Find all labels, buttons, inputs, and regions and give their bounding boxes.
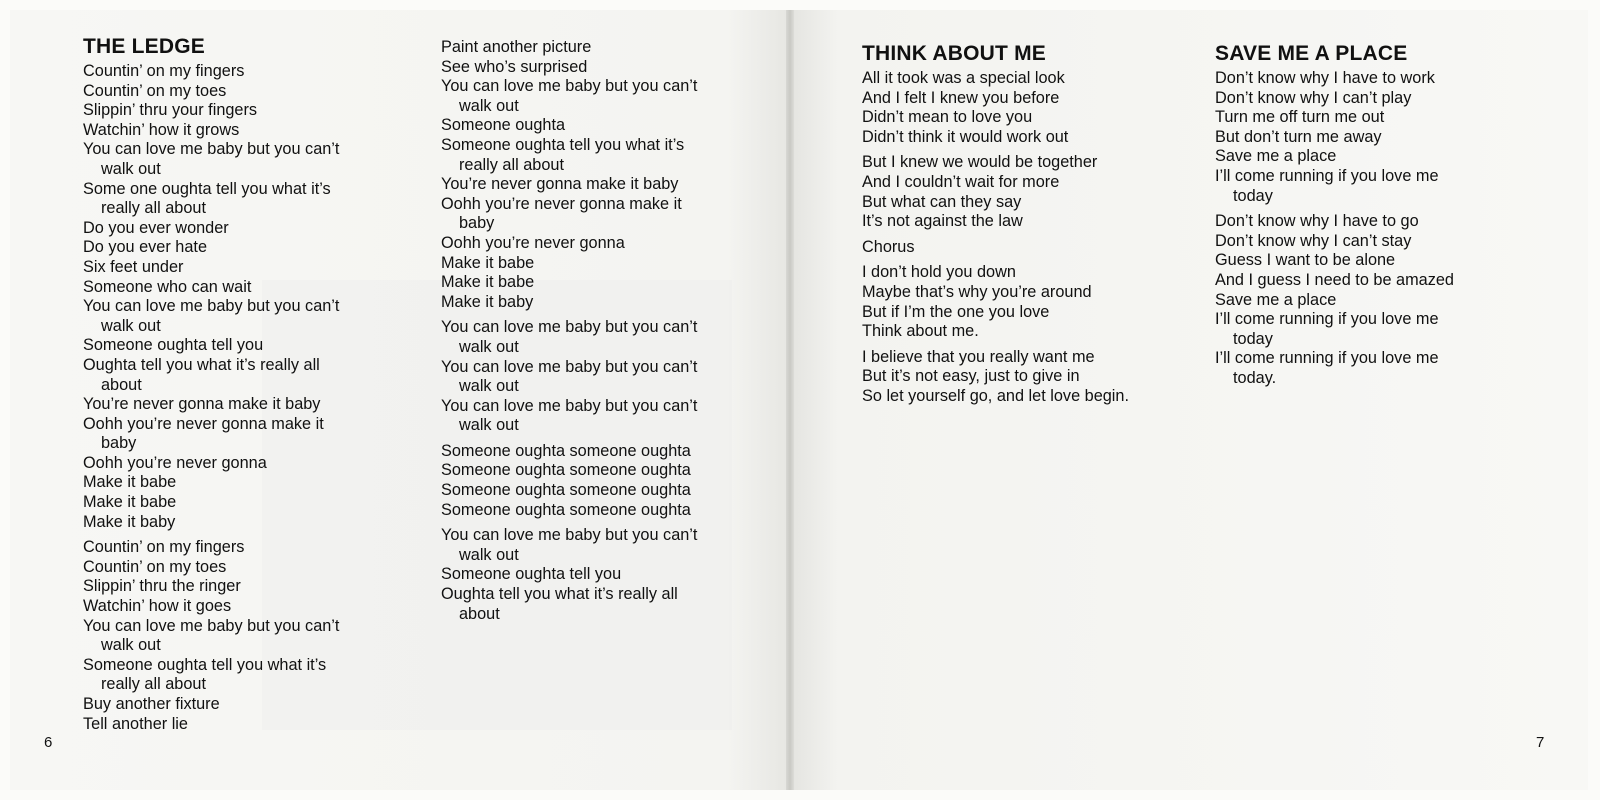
lyric-line: Someone oughta tell you <box>83 336 264 355</box>
lyric-line: See who’s surprised <box>441 57 588 76</box>
lyric-line: Tell another lie <box>83 714 188 733</box>
song-the-ledge-continued <box>441 38 697 624</box>
lyric-line: Slippin’ thru your fingers <box>83 101 258 120</box>
lyric-line: You can love me baby but you can’t <box>441 357 698 376</box>
lyric-line: Someone who can wait <box>83 277 252 296</box>
lyric-line: Don’t know why I can’t stay <box>1215 231 1412 250</box>
lyric-line: I’ll come running if you love me <box>1215 310 1439 329</box>
lyric-line: But it’s not easy, just to give in <box>862 367 1080 386</box>
lyric-line: Guess I want to be alone <box>1215 251 1396 270</box>
lyric-line: I’ll come running if you love me <box>1215 166 1439 185</box>
lyric-line: But I knew we would be together <box>862 153 1098 172</box>
lyric-line: really all about <box>101 199 206 218</box>
lyric-line: Countin’ on my fingers <box>83 538 245 557</box>
lyric-line: walk out <box>459 545 519 564</box>
lyric-line: Paint another picture <box>441 38 592 56</box>
lyric-line: Think about me. <box>862 322 979 341</box>
lyric-line: Someone oughta someone oughta <box>441 461 691 480</box>
lyric-line: You’re never gonna make it baby <box>441 175 679 194</box>
lyric-line: Someone oughta <box>441 116 566 135</box>
lyric-line: You can love me baby but you can’t <box>441 318 698 337</box>
lyric-line: walk out <box>459 96 519 115</box>
song-title: SAVE ME A PLACE <box>1215 42 1408 65</box>
lyric-line: You’re never gonna make it baby <box>83 395 321 414</box>
lyric-line: You can love me baby but you can’t <box>441 396 698 415</box>
lyric-line: It’s not against the law <box>862 212 1023 231</box>
lyric-line: Someone oughta tell you what it’s <box>441 135 685 154</box>
lyric-line: But don’t turn me away <box>1215 127 1382 146</box>
lyric-line: walk out <box>459 377 519 396</box>
lyric-line: Someone oughta someone oughta <box>441 500 691 519</box>
lyric-line: Didn’t mean to love you <box>862 108 1033 127</box>
page-number-left: 6 <box>44 734 53 751</box>
lyric-line: And I couldn’t wait for more <box>862 172 1060 191</box>
lyric-line: Someone oughta tell you what it’s <box>83 655 327 674</box>
lyric-line: Oohh you’re never gonna make it <box>83 414 324 433</box>
lyric-line: Do you ever hate <box>83 238 207 257</box>
lyric-line: walk out <box>101 316 161 335</box>
lyric-line: I believe that you really want me <box>862 347 1095 366</box>
lyric-line: You can love me baby but you can’t <box>83 616 340 635</box>
lyric-line: Do you ever wonder <box>83 218 229 237</box>
song-title: THINK ABOUT ME <box>862 42 1047 65</box>
lyric-line: Someone oughta someone oughta <box>441 441 691 460</box>
lyric-line: Oughta tell you what it’s really all <box>83 355 320 374</box>
lyric-line: You can love me baby but you can’t <box>83 140 340 159</box>
book-gutter <box>786 10 794 790</box>
lyric-line: Someone oughta tell you <box>441 565 622 584</box>
lyric-line: Don’t know why I can’t play <box>1215 88 1412 107</box>
lyric-line: walk out <box>101 159 161 178</box>
lyric-line: Didn’t think it would work out <box>862 127 1069 146</box>
lyric-line: Buy another fixture <box>83 695 220 713</box>
lyric-line: Make it baby <box>441 292 534 311</box>
lyric-line: And I guess I need to be amazed <box>1215 270 1454 289</box>
lyrics-lines <box>1215 69 1454 389</box>
lyric-line: baby <box>459 214 495 233</box>
lyric-line: Some one oughta tell you what it’s <box>83 179 331 198</box>
lyric-line: Oohh you’re never gonna <box>83 453 267 472</box>
lyric-line: All it took was a special look <box>862 69 1065 87</box>
lyric-line: Someone oughta someone oughta <box>441 481 691 500</box>
lyric-line: walk out <box>459 416 519 435</box>
lyric-line: Slippin’ thru the ringer <box>83 577 241 596</box>
lyric-line: Oohh you’re never gonna <box>441 233 625 252</box>
lyric-line: today <box>1233 329 1273 348</box>
lyric-line: Don’t know why I have to work <box>1215 69 1435 87</box>
lyric-line: Don’t know why I have to go <box>1215 212 1419 231</box>
lyric-line: Countin’ on my toes <box>83 81 227 100</box>
lyric-line: You can love me baby but you can’t <box>441 526 698 545</box>
lyric-line: Oughta tell you what it’s really all <box>441 585 678 604</box>
lyric-line: Maybe that’s why you’re around <box>862 282 1092 301</box>
lyric-line: Chorus <box>862 237 915 256</box>
lyric-line: really all about <box>459 155 564 174</box>
lyric-line: Six feet under <box>83 257 184 276</box>
lyric-line: Make it babe <box>441 253 535 272</box>
lyrics-lines <box>862 69 1129 407</box>
lyric-line: about <box>101 375 142 394</box>
lyric-line: Make it babe <box>83 473 177 492</box>
lyric-line: really all about <box>101 675 206 694</box>
lyric-line: Countin’ on my fingers <box>83 62 245 80</box>
lyric-line: I’ll come running if you love me <box>1215 349 1439 368</box>
lyric-line: Countin’ on my toes <box>83 557 227 576</box>
lyric-line: And I felt I knew you before <box>862 88 1060 107</box>
lyric-line: Watchin’ how it grows <box>83 120 240 139</box>
lyric-line: today <box>1233 186 1273 205</box>
lyric-line: today. <box>1233 368 1277 387</box>
lyric-line: But what can they say <box>862 192 1022 211</box>
lyric-line: Make it baby <box>83 512 176 531</box>
lyric-line: baby <box>101 434 137 453</box>
page-number-right: 7 <box>1536 734 1545 751</box>
lyric-line: Oohh you’re never gonna make it <box>441 194 682 213</box>
song-title: THE LEDGE <box>83 35 205 58</box>
lyrics-lines <box>83 62 339 734</box>
song-the-ledge <box>83 34 339 734</box>
lyric-line: But if I’m the one you love <box>862 302 1050 321</box>
lyric-line: I don’t hold you down <box>862 263 1016 282</box>
lyric-line: walk out <box>459 337 519 356</box>
lyric-line: Turn me off turn me out <box>1215 108 1385 127</box>
lyric-line: Save me a place <box>1215 290 1337 309</box>
lyric-line: You can love me baby but you can’t <box>441 77 698 96</box>
lyric-line: You can love me baby but you can’t <box>83 297 340 316</box>
lyric-line: Make it babe <box>441 273 535 292</box>
lyric-line: about <box>459 604 500 623</box>
song-think-about-me <box>862 41 1129 407</box>
lyric-line: So let yourself go, and let love begin. <box>862 386 1130 405</box>
lyric-line: Make it babe <box>83 493 177 512</box>
lyrics-lines <box>441 38 697 624</box>
lyric-line: Watchin’ how it goes <box>83 597 232 616</box>
song-save-me-a-place <box>1215 41 1454 389</box>
lyric-line: walk out <box>101 636 161 655</box>
lyric-line: Save me a place <box>1215 147 1337 166</box>
